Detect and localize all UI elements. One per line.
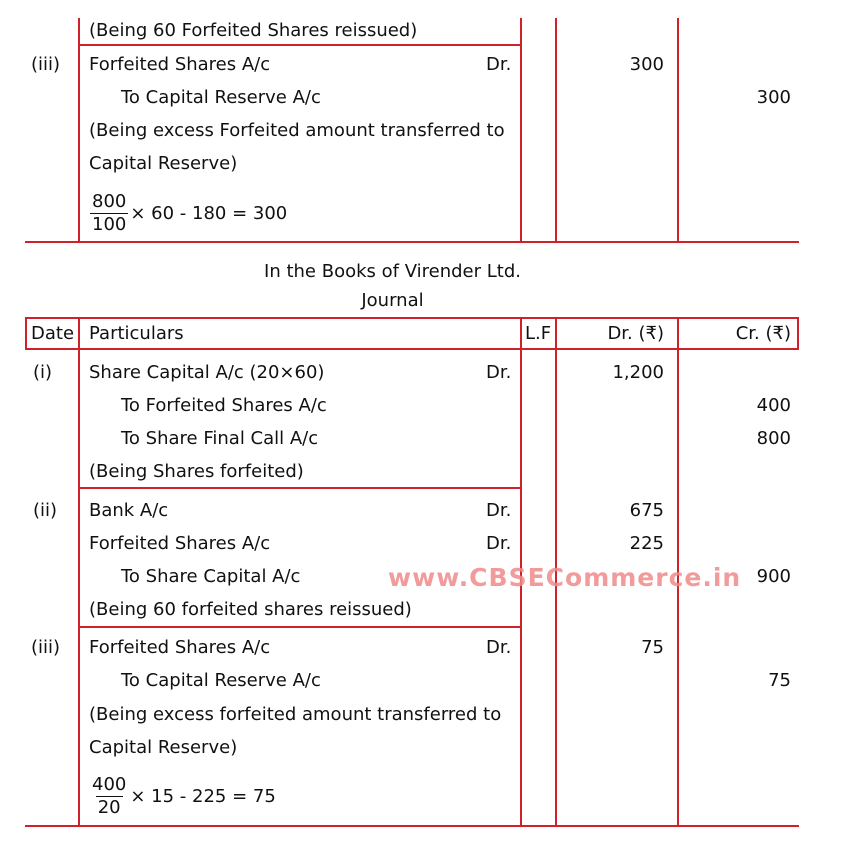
entry2-narration: (Being 60 forfeited shares reissued) [89,599,412,620]
rule-h-table-top [25,317,799,319]
rule-h-table-bottom-2 [25,825,799,827]
calculation-formula [90,191,287,236]
entry1-credit-2-amount: 800 [756,428,791,449]
header-cr: Cr. (₹) [735,323,791,344]
entry1-credit-1-amount: 400 [756,395,791,416]
header-particulars: Particulars [89,323,184,344]
rule-h-entry1-separator [78,487,522,489]
fraction-denominator: 100 [92,214,127,235]
rule-v-particulars-left-2 [78,317,80,827]
entry3-calculation-rest: × 15 - 225 = 75 [130,786,276,807]
entry1-date: (i) [33,362,53,383]
entry1-credit-1: To Forfeited Shares A/c [121,395,327,416]
entry3-dr-marker: Dr. [486,637,512,658]
entry3-credit-account: To Capital Reserve A/c [121,670,321,691]
calculation-rest: × 60 - 180 = 300 [130,203,288,224]
entry3-calculation-formula [90,774,276,819]
watermark-text: www.CBSECommerce.in [388,563,742,592]
narration-reissued: (Being 60 Forfeited Shares reissued) [89,20,418,41]
rule-h-table-bottom [25,241,799,243]
header-date: Date [31,323,75,344]
entry2-debit-1-dr: Dr. [486,500,512,521]
credit-account: To Capital Reserve A/c [121,87,321,108]
fraction-numerator: 800 [92,191,127,212]
rule-v-left [25,317,27,350]
entry1-narration: (Being Shares forfeited) [89,461,304,482]
entry3-dr-amount: 75 [641,637,664,658]
entry3-debit-account: Forfeited Shares A/c [89,637,271,658]
entry3-date: (iii) [31,637,61,658]
entry2-debit-1: Bank A/c [89,500,169,521]
entry1-dr-amount: 1,200 [612,362,664,383]
entry3-fraction-numerator: 400 [92,774,127,795]
header-dr: Dr. (₹) [607,323,664,344]
entry3-fraction [90,774,128,819]
journal-title: Journal [361,290,424,311]
entry2-debit-1-amount: 675 [629,500,664,521]
rule-v-dr-left [555,18,557,242]
entry3-cr-amount: 75 [768,670,791,691]
entry2-credit-account: To Share Capital A/c [121,566,301,587]
rule-v-cr-left [677,18,679,242]
entry1-credit-2: To Share Final Call A/c [121,428,319,449]
rule-v-particulars-left [78,18,80,242]
entry2-debit-2: Forfeited Shares A/c [89,533,271,554]
narration-line-1: (Being excess Forfeited amount transferred to [89,120,505,141]
rule-h-header-bottom [25,348,799,350]
cr-amount: 300 [756,87,791,108]
entry2-date: (ii) [33,500,58,521]
entry1-debit-account: Share Capital A/c (20×60) [89,362,325,383]
entry3-narration-line-2: Capital Reserve) [89,737,238,758]
header-lf: L.F [525,323,552,344]
company-heading: In the Books of Virender Ltd. [264,261,521,282]
rule-h-entry-separator [78,44,522,46]
rule-h-entry2-separator [78,626,522,628]
narration-line-2: Capital Reserve) [89,153,238,174]
entry3-narration-line-1: (Being excess forfeited amount transferred to [89,704,502,725]
entry2-debit-2-dr: Dr. [486,533,512,554]
fraction [90,191,128,236]
rule-v-lf-left [520,18,522,242]
entry2-debit-2-amount: 225 [629,533,664,554]
dr-marker: Dr. [486,54,512,75]
entry-date: (iii) [31,54,61,75]
entry2-cr-amount: 900 [756,566,791,587]
dr-amount: 300 [629,54,664,75]
rule-v-right [797,317,799,350]
debit-account: Forfeited Shares A/c [89,54,271,75]
entry3-fraction-denominator: 20 [97,797,121,818]
entry1-dr-marker: Dr. [486,362,512,383]
